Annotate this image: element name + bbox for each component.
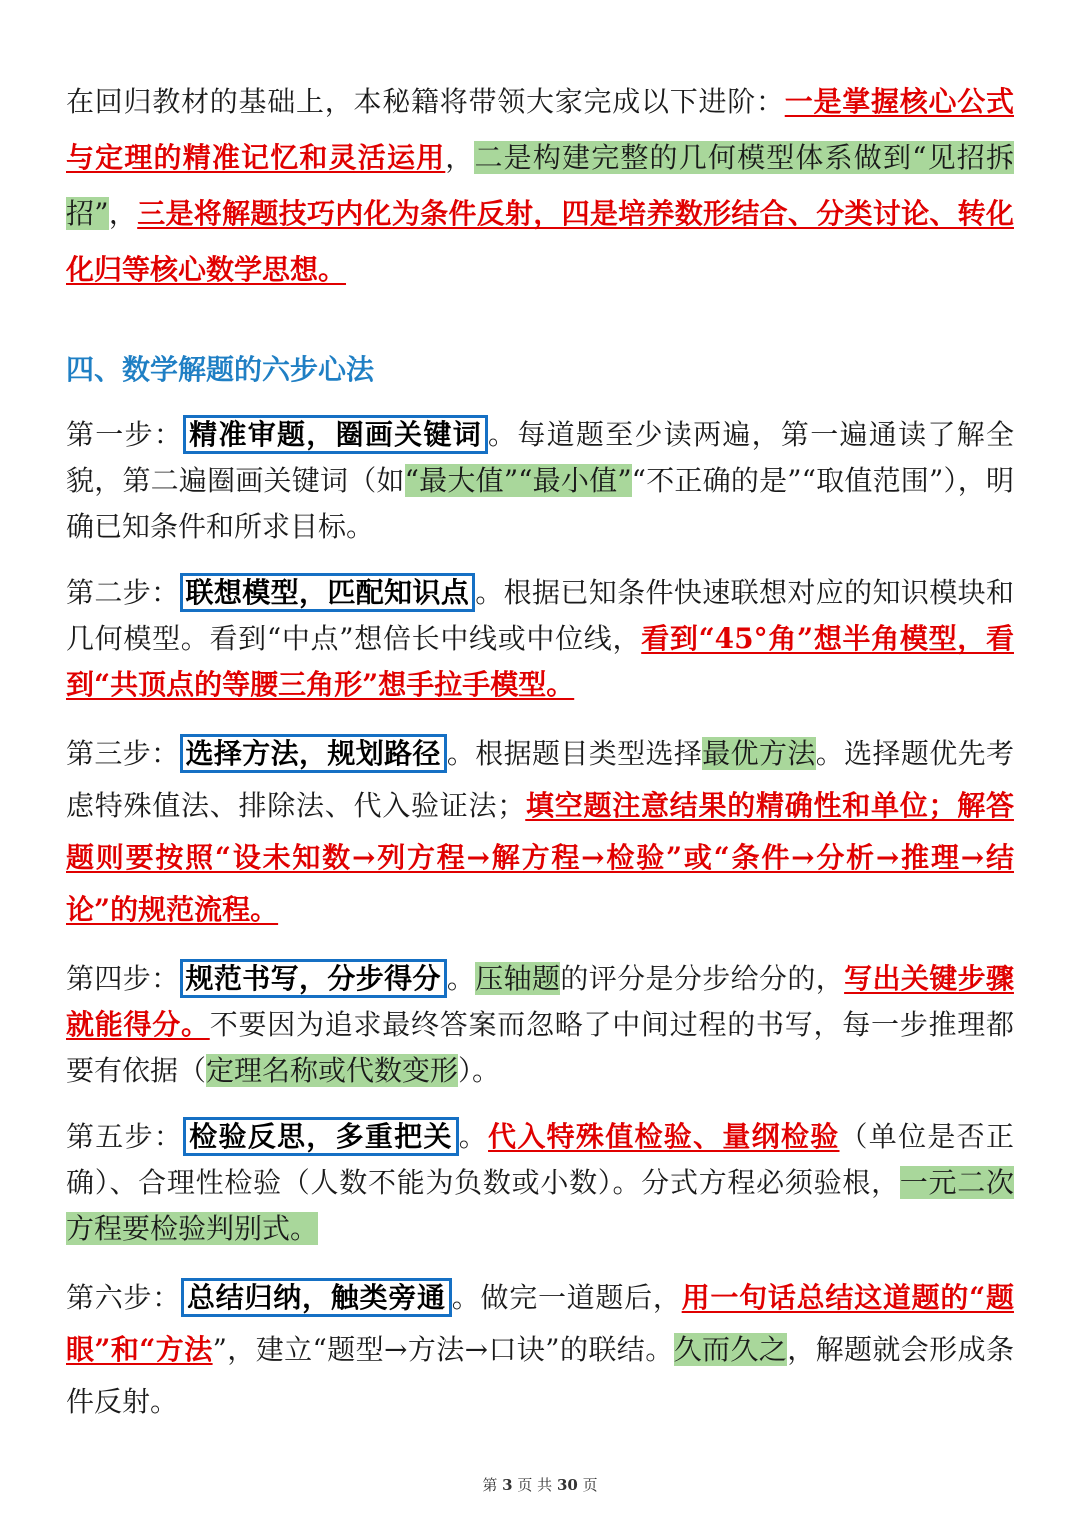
step-6-label: 第六步： [66,1281,181,1314]
step-3-text-2: 。选择题优先考虑特殊值法、排除法、代入验证法； [66,737,1014,822]
step-6-text-3: ，解题就会形成条件反射。 [66,1333,1014,1418]
step-3-label: 第三步： [66,737,180,770]
intro-text: 在回归教材的基础上，本秘籍将带领大家完成以下进阶： [66,85,785,118]
step-4-text-3: ）。 [458,1054,501,1087]
step-1-highlight-green: “最大值”“最小值” [404,464,632,497]
step-3-paragraph [66,728,1014,936]
step-2-key-box: 联想模型，匹配知识点 [180,573,476,612]
step-5-text: （单位是否正确）、合理性检验（人数不能为负数或小数）。分式方程必须验根， [66,1120,1014,1199]
step-1-text-2: “不正确的是”“取值范围”），明确已知条件和所求目标。 [66,464,1014,543]
step-5-highlight-red: 代入特殊值检验、量纲检验 [488,1120,840,1153]
section-heading: 四、数学解题的六步心法 [66,353,375,386]
step-4-label: 第四步： [66,962,180,995]
step-2-label: 第二步： [66,576,180,609]
step-6-text-2: ”，建立“题型→方法→口诀”的联结。 [212,1333,674,1366]
step-4-text: 的评分是分步给分的， [560,962,845,995]
step-6-text: 。做完一道题后， [451,1281,682,1314]
step-6-highlight-red: 用一句话总结这道题的“题眼”和“方法 [66,1281,1014,1366]
step-2-text: 。根据已知条件快速联想对应的知识模块和几何模型。看到“中点”想倍长中线或中位线， [66,576,1014,655]
step-3-key-box: 选择方法，规划路径 [180,734,447,773]
footer-suffix: 页 [582,1476,598,1494]
footer-prefix: 第 [482,1476,498,1494]
intro-paragraph [66,74,1014,298]
step-1-paragraph [66,412,1014,550]
step-6-key-box: 总结归纳，触类旁通 [181,1278,452,1317]
footer-page-number: 3 [502,1476,513,1494]
step-6-paragraph [66,1272,1014,1428]
step-3-highlight-red: 填空题注意结果的精确性和单位；解答题则要按照“设未知数→列方程→解方程→检验”或“条件→分析→推理→结论”的规范流程。 [66,789,1014,926]
step-1-label: 第一步： [66,418,184,451]
step-4-period: 。 [446,962,476,995]
intro-comma: ， [445,141,475,174]
step-3-highlight-green: 最优方法 [702,737,816,770]
step-5-highlight-green: 一元二次方程要检验判别式。 [66,1166,1014,1245]
step-4-text-2: 不要因为追求最终答案而忽略了中间过程的书写，每一步推理都要有依据（ [66,1008,1014,1087]
step-2-highlight-red: 看到“45°角”想半角模型，看到“共顶点的等腰三角形”想手拉手模型。 [66,622,1014,701]
step-4-highlight-green: 压轴题 [475,962,561,995]
step-4-key-box: 规范书写，分步得分 [180,959,447,998]
step-4-paragraph [66,956,1014,1094]
page-footer [0,1474,1080,1495]
intro-highlight-red-2: 三是将解题技巧内化为条件反射，四是培养数形结合、分类讨论、转化化归等核心数学思想。 [66,197,1014,286]
intro-highlight-red-1: 一是掌握核心公式与定理的精准记忆和灵活运用 [66,85,1014,174]
step-3-text: 。根据题目类型选择 [446,737,703,770]
step-1-key-box: 精准审题，圈画关键词 [183,415,488,454]
step-5-label: 第五步： [66,1120,184,1153]
step-5-key-box: 检验反思，多重把关 [183,1117,459,1156]
step-5-paragraph [66,1114,1014,1252]
step-1-text: 。每道题至少读两遍，第一遍通读了解全貌，第二遍圈画关键词（如 [66,418,1014,497]
step-5-period: 。 [458,1120,489,1153]
step-6-highlight-green: 久而久之 [673,1333,788,1366]
footer-middle: 页 共 [517,1476,553,1494]
intro-highlight-green: 二是构建完整的几何模型体系做到“见招拆招” [66,141,1014,230]
footer-total-pages: 30 [556,1476,578,1494]
intro-comma-2: ， [108,197,138,230]
step-4-highlight-green-2: 定理名称或代数变形 [206,1054,459,1087]
step-4-highlight-red: 写出关键步骤就能得分。 [66,962,1014,1041]
step-2-paragraph [66,570,1014,708]
